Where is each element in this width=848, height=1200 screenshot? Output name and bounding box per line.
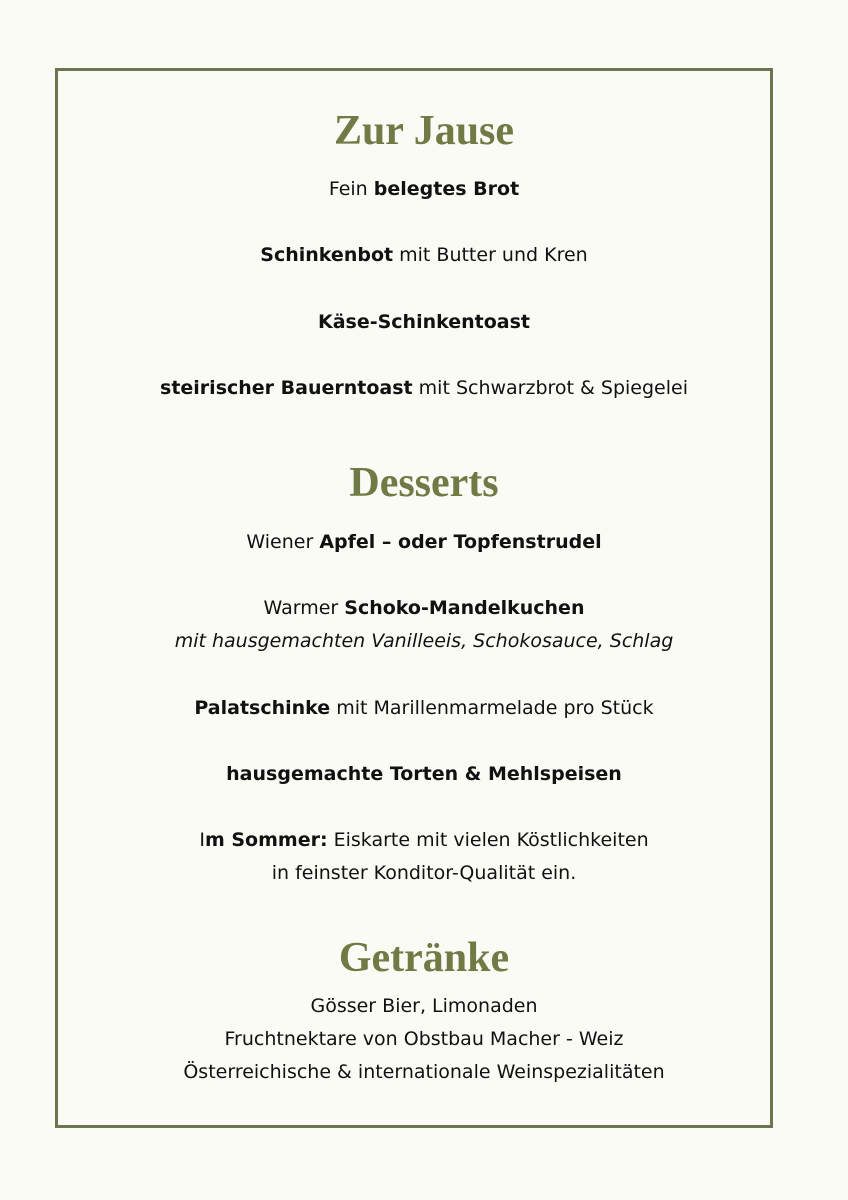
item-kaese-schinkentoast: [0, 313, 848, 332]
item-name: hausgemachte Torten & Mehlspeisen: [226, 763, 622, 785]
item-text: I: [199, 829, 205, 851]
item-schoko-mandelkuchen-description: [0, 632, 848, 651]
item-text: Warmer: [263, 597, 345, 619]
item-name: steirischer Bauerntoast: [160, 377, 413, 399]
item-belegtes-brot: [0, 180, 848, 199]
item-text: Eiskarte mit vielen Köstlichkeiten: [327, 829, 649, 851]
item-torten-mehlspeisen: [0, 765, 848, 784]
item-name: Schinkenbot: [260, 244, 394, 266]
drink-bier-limonaden: Gösser Bier, Limonaden: [310, 995, 538, 1017]
item-palatschinke: [0, 699, 848, 718]
item-text: Wiener: [246, 531, 320, 553]
item-bauerntoast: [0, 379, 848, 398]
item-im-sommer: [0, 831, 848, 850]
item-text: mit Marillenmarmelade pro Stück: [330, 697, 654, 719]
heading-zur-jause: Zur Jause: [333, 108, 515, 154]
item-name: belegtes Brot: [373, 178, 520, 200]
item-text: in feinster Konditor-Qualität ein.: [271, 862, 577, 884]
item-description: mit hausgemachten Vanilleeis, Schokosauce, Schlag: [174, 630, 674, 652]
item-text: mit Schwarzbrot & Spiegelei: [412, 377, 688, 399]
heading-getraenke: Getränke: [338, 935, 510, 981]
heading-desserts: Desserts: [349, 460, 499, 506]
item-text: Fein: [328, 178, 374, 200]
item-name: Schoko-Mandelkuchen: [344, 597, 585, 619]
drink-fruchtnektare: Fruchtnektare von Obstbau Macher - Weiz: [224, 1028, 624, 1050]
item-name: Käse-Schinkentoast: [317, 311, 531, 333]
item-name: m Sommer:: [204, 829, 328, 851]
item-schinkenbrot: [0, 246, 848, 265]
drink-weinspezialitaeten: Österreichische & internationale Weinspezialitäten: [183, 1061, 665, 1083]
item-schoko-mandelkuchen: [0, 599, 848, 618]
item-name: Palatschinke: [194, 697, 331, 719]
item-text: mit Butter und Kren: [393, 244, 588, 266]
item-im-sommer-line2: [0, 864, 848, 883]
item-name: Apfel – oder Topfenstrudel: [319, 531, 602, 553]
item-strudel: [0, 533, 848, 552]
